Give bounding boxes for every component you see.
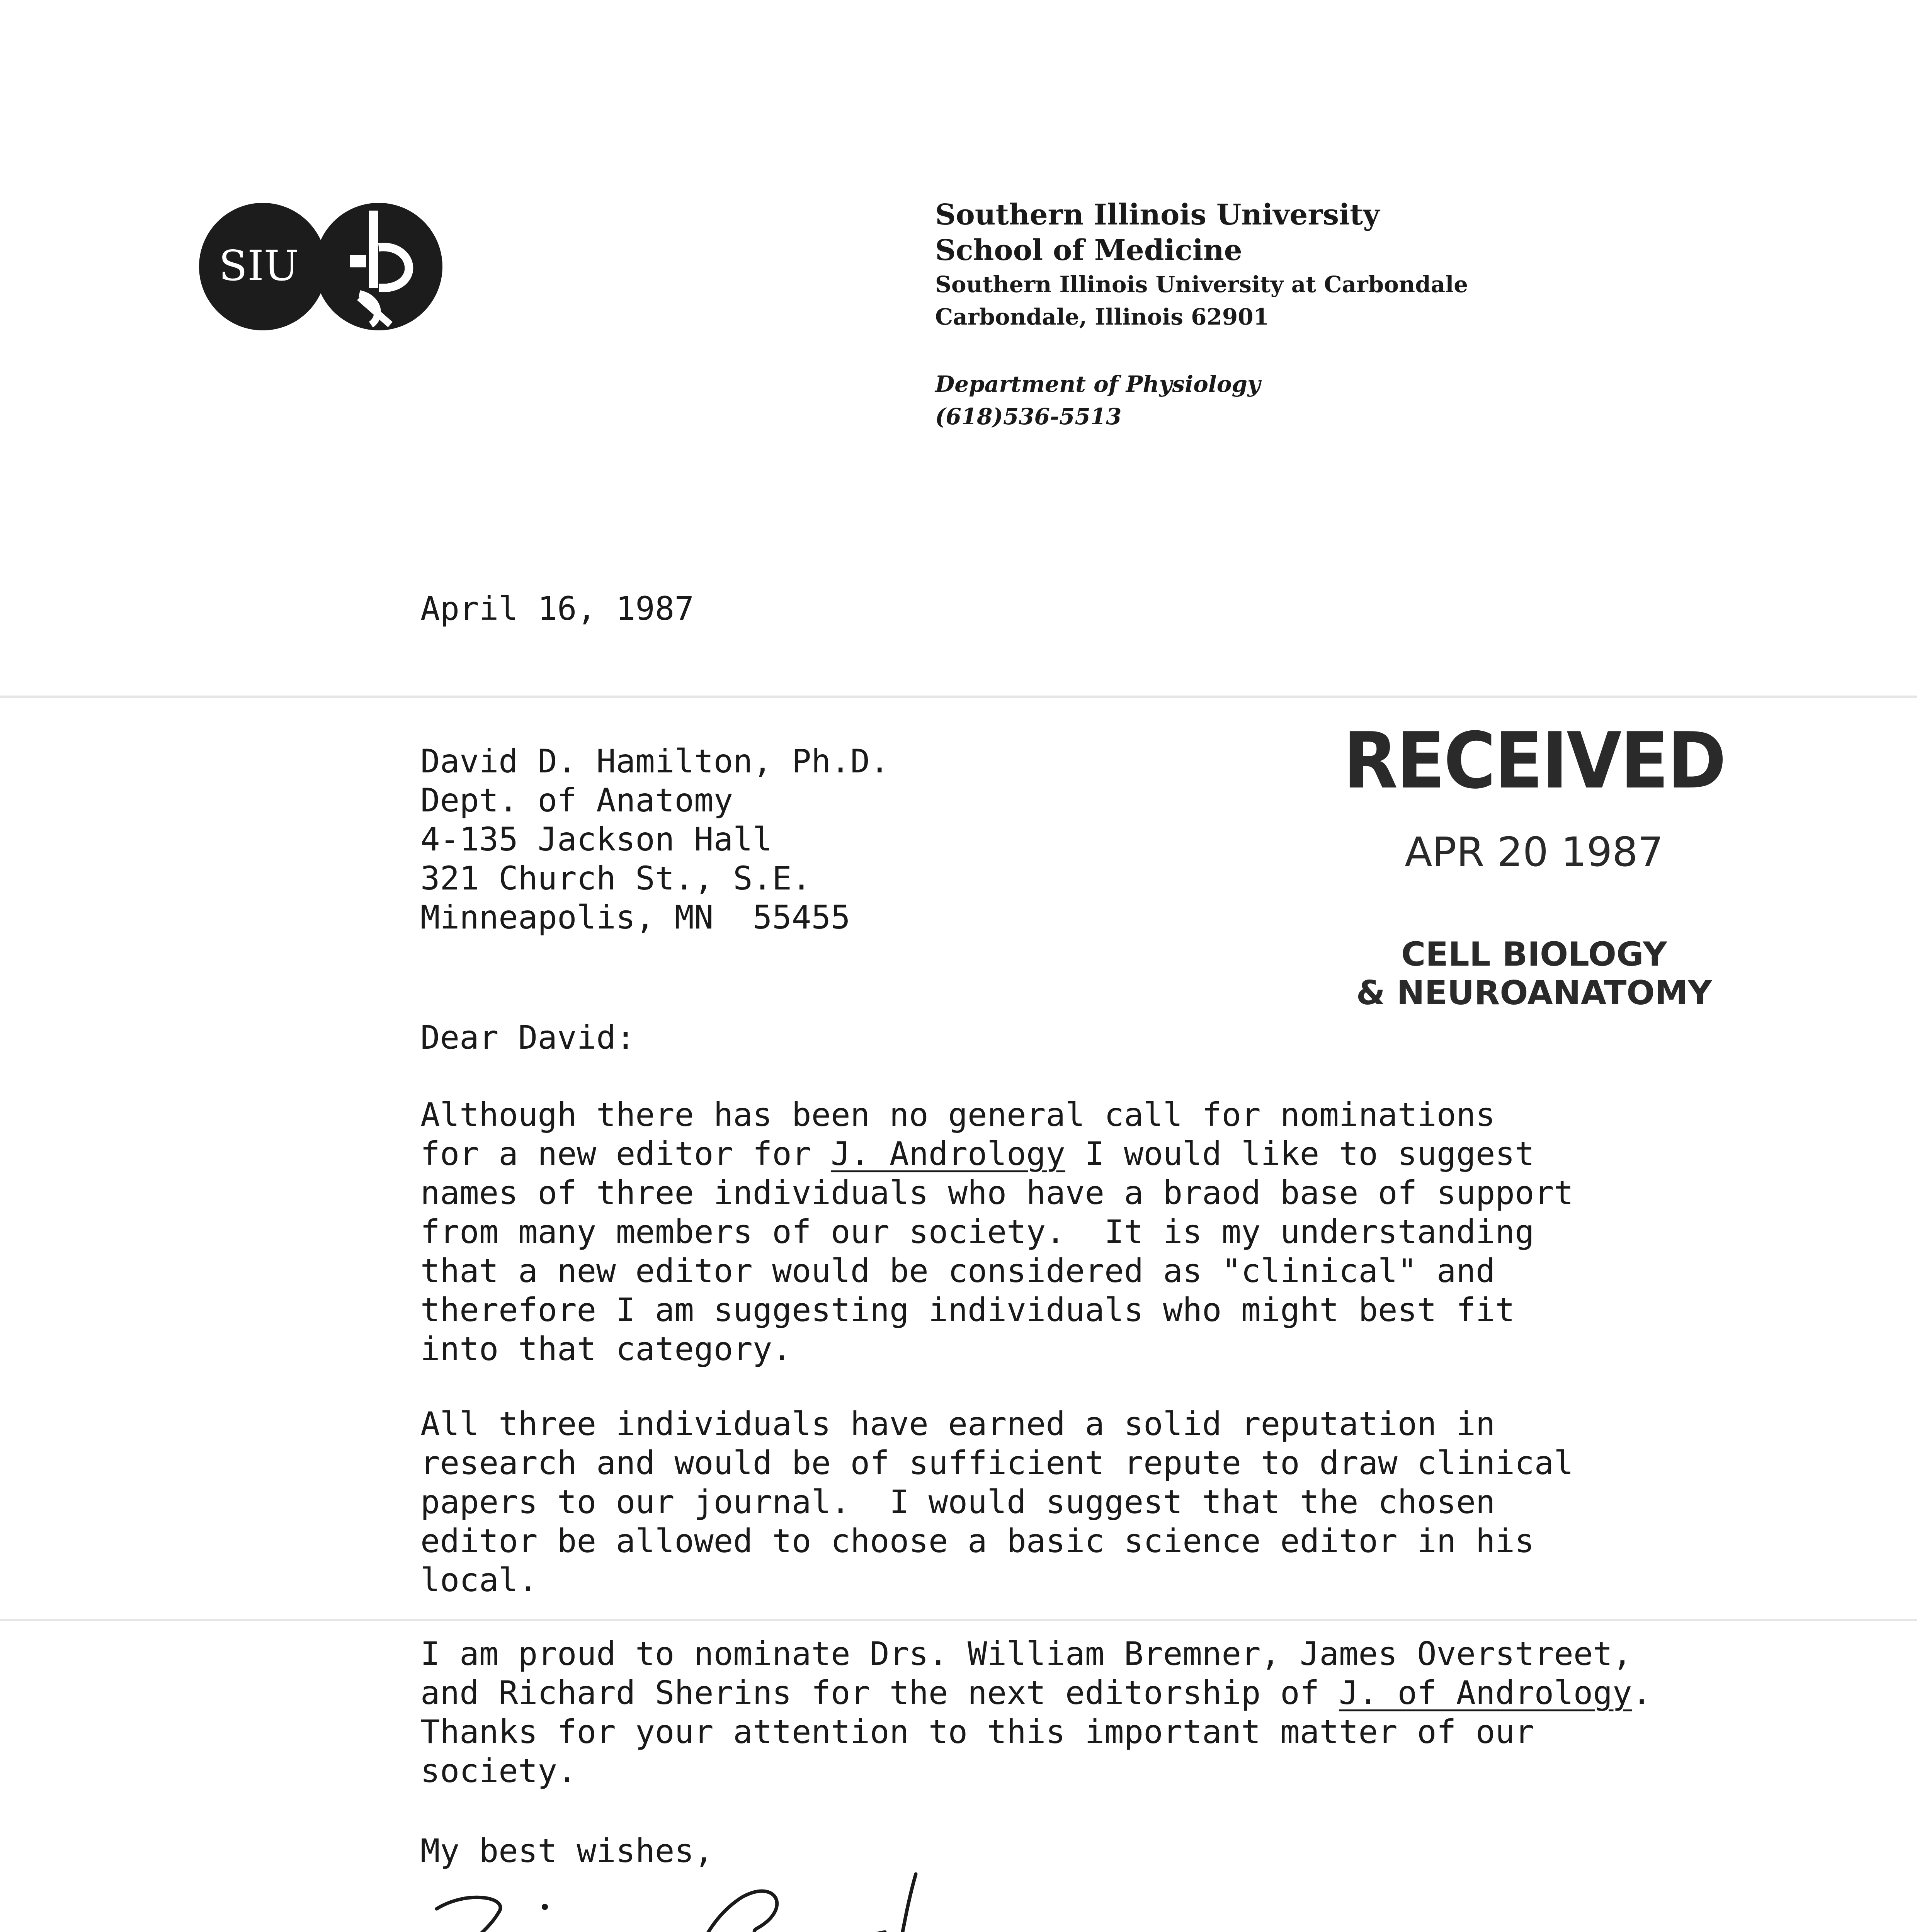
letterhead: [935, 197, 1468, 433]
address-line: Dept. of Anatomy: [420, 781, 733, 819]
paper-fold-line: [0, 696, 1917, 698]
paragraph-line: [420, 1673, 1652, 1713]
paragraph-line: Thanks for your attention to this important matter of our: [420, 1713, 1534, 1751]
paragraph-line: from many members of our society. It is my understanding: [420, 1213, 1534, 1251]
handwritten-signature: [383, 1866, 943, 1932]
address-line: 4-135 Jackson Hall: [420, 820, 772, 858]
paragraph-line: All three individuals have earned a solid reputation in: [420, 1405, 1495, 1443]
body-paragraph: [420, 1405, 1573, 1600]
paragraph-line: names of three individuals who have a braod base of support: [420, 1174, 1573, 1212]
paragraph-line: research and would be of sufficient repute to draw clinical: [420, 1444, 1573, 1482]
text-run: and Richard Sherins for the next editorship of: [420, 1674, 1339, 1712]
salutation: Dear David:: [420, 1019, 636, 1056]
paragraph-line: local.: [420, 1561, 538, 1599]
paragraph-line: papers to our journal. I would suggest that the chosen: [420, 1483, 1495, 1521]
campus-name: Southern Illinois University at Carbondale: [935, 271, 1468, 298]
paragraph-line: editor be allowed to choose a basic science editor in his: [420, 1522, 1534, 1560]
paragraph-line: [420, 1134, 1573, 1173]
text-run: .: [1632, 1674, 1652, 1712]
department-name: Department of Physiology: [935, 371, 1260, 397]
paragraph-line: that a new editor would be considered as "clinical" and: [420, 1252, 1495, 1290]
university-name: Southern Illinois University: [935, 198, 1380, 231]
paragraph-line: Although there has been no general call for nominations: [420, 1096, 1495, 1134]
siu-logo: [197, 201, 444, 332]
paper-fold-line: [0, 1619, 1917, 1621]
stamp-department-line: & NEUROANATOMY: [1356, 974, 1712, 1012]
logo-text: SIU: [219, 242, 299, 290]
journal-title: J. Andrology: [831, 1135, 1065, 1173]
stamp-department-line: CELL BIOLOGY: [1401, 935, 1667, 974]
body-paragraph: [420, 1634, 1652, 1791]
paragraph-line: therefore I am suggesting individuals who might best fit: [420, 1291, 1515, 1329]
address-line: David D. Hamilton, Ph.D.: [420, 742, 890, 780]
stamp-date: APR 20 1987: [1405, 828, 1664, 876]
paragraph-line: I am proud to nominate Drs. William Bremner, James Overstreet,: [420, 1635, 1632, 1673]
department-phone: (618)536-5513: [935, 403, 1122, 430]
text-run: for a new editor for: [420, 1135, 831, 1173]
city-line: Carbondale, Illinois 62901: [935, 304, 1269, 330]
journal-title: J. of Andrology: [1339, 1674, 1632, 1712]
address-line: 321 Church St., S.E.: [420, 859, 811, 897]
paragraph-line: into that category.: [420, 1330, 792, 1368]
recipient-address: [420, 742, 890, 937]
paragraph-line: society.: [420, 1752, 577, 1790]
address-line: Minneapolis, MN 55455: [420, 898, 850, 936]
stamp-received-text: RECEIVED: [1343, 716, 1725, 806]
closing: My best wishes,: [420, 1832, 714, 1870]
body-paragraph: [420, 1095, 1573, 1369]
school-name: School of Medicine: [935, 234, 1242, 267]
text-run: I would like to suggest: [1065, 1135, 1534, 1173]
letter-date: April 16, 1987: [420, 590, 694, 628]
received-stamp: [1322, 716, 1747, 1012]
